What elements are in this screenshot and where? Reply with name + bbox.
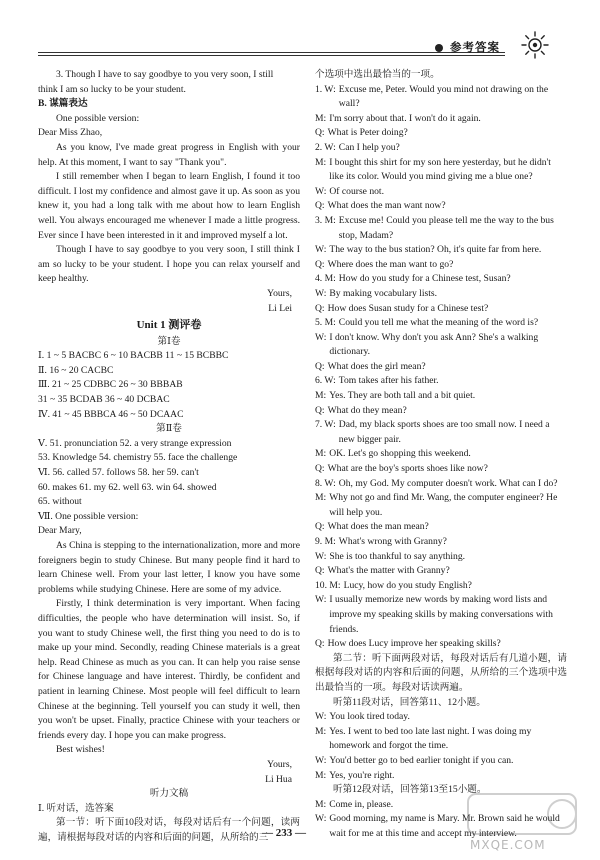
dialogue-line — [315, 404, 567, 419]
speaker-label: W: — [315, 550, 327, 562]
text-line: 3. Though I have to say goodbye to you very soon, I still — [56, 69, 274, 80]
dialogue-line — [315, 185, 567, 200]
speaker-label: 2. W: — [315, 141, 336, 153]
speaker-label: 8. W: — [315, 477, 336, 489]
speaker-label: M: — [315, 448, 327, 460]
dialogue-text: What does the girl mean? — [327, 360, 426, 372]
dialogue-line — [315, 564, 567, 579]
section-heading: B. 谋篇表达 — [38, 98, 88, 110]
answer-line: 31 ~ 35 BCDAB 36 ~ 40 DCBAC — [38, 394, 170, 406]
dialogue-line — [315, 418, 567, 447]
speaker-label: W: — [315, 813, 327, 825]
dialogue-text: Yes. They are both tall and a bit quiet. — [329, 390, 476, 402]
speaker-label: W: — [315, 594, 327, 606]
dialogue-line — [315, 520, 567, 535]
speaker-label: 10. M: — [315, 579, 341, 591]
dialogue-text: OK. Let's go shopping this weekend. — [329, 448, 471, 460]
speaker-label: Q: — [315, 565, 325, 577]
dialogue-text: What's wrong with Granny? — [338, 536, 447, 547]
paragraph: As you know, I've made great progress in English with your help. At this moment, I want to say "Thank you". — [38, 141, 300, 168]
dialogue-line — [315, 272, 567, 287]
unit-title: Unit 1 测评卷 — [136, 319, 202, 332]
dialogue-text: I'm sorry about that. I won't do it again. — [329, 112, 481, 124]
dialogue-text: I don't know. Why don't you ask Ann? She's a walking dictionary. — [329, 331, 539, 358]
answer-line: Ⅵ. 56. called 57. follows 58. her 59. can't — [38, 467, 199, 479]
speaker-label: W: — [315, 244, 327, 256]
dialogue-text: Of course not. — [329, 185, 384, 197]
paragraph: 第二节：听下面两段对话，每段对话后有几道小题，请根据每段对话的内容和后面的问题，从所给的三个选项中选出最恰当的一项。每段对话读两遍。 — [315, 652, 567, 693]
page-header — [0, 0, 600, 60]
text-line: 听第11段对话，回答第11、12小题。 — [333, 696, 486, 708]
dialogue-line — [315, 462, 567, 477]
dialogue-text: Yes, you're right. — [329, 769, 395, 781]
speaker-label: W: — [315, 754, 327, 766]
closing: Best wishes! — [56, 744, 105, 756]
section-heading: Ⅰ. 听对话，选答案 — [38, 802, 114, 814]
signature: Li Lei — [268, 302, 292, 314]
salutation: Dear Mary, — [38, 525, 82, 537]
signature: Li Hua — [265, 773, 292, 785]
volume-heading: 第Ⅱ卷 — [156, 423, 182, 435]
speaker-label: M: — [315, 769, 327, 781]
dialogue-text: Where does the man want to go? — [327, 258, 454, 270]
right-column — [315, 68, 567, 841]
speaker-label: W: — [315, 287, 327, 299]
paragraph: As China is stepping to the internationalization, more and more foreigners begin to study Chinese. But many people find it hard to learn Chinese well. From your last letter, I know you have some problems while studying Chinese. Here are some of my advice. — [38, 540, 300, 595]
dialogue-text: Why not go and find Mr. Wang, the computer engineer? He will help you. — [329, 492, 558, 518]
text-line: 个选项中选出最恰当的一项。 — [315, 69, 440, 80]
speaker-label: Q: — [315, 302, 325, 314]
speaker-label: Q: — [315, 404, 325, 416]
dialogue-line — [315, 360, 567, 375]
speaker-label: 7. W: — [315, 419, 336, 431]
text-line: One possible version: — [56, 112, 140, 124]
answer-line: Ⅱ. 16 ~ 20 CACBC — [38, 364, 114, 376]
paragraph: Though I have to say goodbye to you very soon, I still think I am so lucky to be your student. I hope you can relax yourself and keep healthy. — [38, 244, 300, 285]
speaker-label: M: — [315, 156, 327, 168]
paragraph: I still remember when I began to learn English, I found it too difficult. I lost my confidence and almost gave it up. As soon as you knew it, you had a long talk with me about how to learn English well. You always encouraged me whenever I made a little progress. Ever since I have been interested in it and improved myself a lot. — [38, 171, 300, 241]
dialogue-text: What is Peter doing? — [327, 127, 408, 139]
dialogue-line — [315, 447, 567, 462]
speaker-label: W: — [315, 331, 327, 343]
paragraph: Firstly, I think determination is very important. When facing difficulties, the people who have determination will insist. So, if you want to study Chinese well, the first thing you need to do is to make up your mind. Secondly, reading Chinese materials is a great help. Read Chinese as much as you can. It can help you raise sense for Chinese language and have interest. Thirdly, be confident and patient in learning Chinese. Most people will feel difficult to learn Chinese at the beginning. Tell yourself you can study it well, then you won't be upset. Finally, practice Chinese with your teachers or friends every day. I hope you can make progress. — [38, 598, 300, 741]
answer-line: 65. without — [38, 496, 82, 508]
text-line: think I am so lucky to be your student. — [38, 83, 186, 95]
header-rule-thin — [38, 55, 505, 56]
closing: Yours, — [267, 287, 292, 299]
speaker-label: W: — [315, 185, 327, 197]
speaker-label: M: — [315, 798, 327, 810]
dialogue-text: You look tired today. — [329, 711, 410, 723]
dialogue-text: Tom takes after his father. — [338, 375, 439, 387]
dialogue-line — [315, 769, 567, 784]
dialogue-line — [315, 243, 567, 258]
dialogue-text: What does the man mean? — [327, 521, 429, 533]
answer-line: Ⅰ. 1 ~ 5 BACBC 6 ~ 10 BACBB 11 ~ 15 BCBBC — [38, 350, 229, 362]
dialogue-list — [315, 83, 567, 652]
dialogue-text: Could you tell me what the meaning of the word is? — [338, 317, 539, 329]
dialogue-line — [315, 579, 567, 594]
dialogue-list — [315, 710, 567, 783]
speaker-label: Q: — [315, 360, 325, 372]
dialogue-text: Excuse me! Could you please tell me the way to the bus stop, Madam? — [338, 214, 554, 241]
speaker-label: Q: — [315, 200, 325, 212]
dialogue-line — [315, 491, 567, 520]
dialogue-line — [315, 316, 567, 331]
dialogue-line — [315, 593, 567, 637]
salutation: Dear Miss Zhao, — [38, 127, 103, 139]
dialogue-line — [315, 83, 567, 112]
dialogue-text: She is too thankful to say anything. — [329, 550, 466, 562]
dialogue-text: What's the matter with Granny? — [327, 565, 450, 577]
dialogue-text: Come in, please. — [329, 798, 394, 810]
sun-logo-icon — [520, 30, 550, 60]
speaker-label: M: — [315, 725, 327, 737]
speaker-label: W: — [315, 711, 327, 723]
dialogue-text: Can I help you? — [338, 141, 400, 153]
dialogue-text: Oh, my God. My computer doesn't work. What can I do? — [338, 477, 558, 489]
dialogue-line — [315, 389, 567, 404]
dialogue-text: How does Susan study for a Chinese test? — [327, 302, 489, 314]
header-rule — [38, 52, 505, 53]
watermark-text: MXQE.COM — [470, 838, 546, 852]
dialogue-text: Dad, my black sports shoes are too small now. I need a new bigger pair. — [338, 419, 550, 445]
page-number: — 233 — — [262, 827, 306, 839]
dialogue-text: What does the man want now? — [327, 200, 446, 212]
dialogue-text: You'd better go to bed earlier tonight if you can. — [329, 754, 514, 766]
bullet-icon — [435, 44, 443, 52]
speaker-label: 9. M: — [315, 536, 336, 547]
speaker-label: Q: — [315, 258, 325, 270]
speaker-label: M: — [315, 492, 327, 504]
dialogue-text: How do you study for a Chinese test, Susan? — [338, 273, 511, 285]
speaker-label: Q: — [315, 127, 325, 139]
dialogue-text: Yes. I went to bed too late last night. I was doing my homework and forgot the time. — [329, 725, 532, 752]
dialogue-line — [315, 710, 567, 725]
dialogue-line — [315, 374, 567, 389]
answer-line: 53. Knowledge 54. chemistry 55. face the challenge — [38, 452, 238, 464]
dialogue-text: Excuse me, Peter. Would you mind not drawing on the wall? — [338, 83, 549, 110]
speaker-label: Q: — [315, 638, 325, 650]
speaker-label: 4. M: — [315, 273, 336, 285]
speaker-label: M: — [315, 390, 327, 402]
closing: Yours, — [267, 758, 292, 770]
answer-line: Ⅳ. 41 ~ 45 BBBCA 46 ~ 50 DCAAC — [38, 408, 184, 420]
dialogue-line — [315, 258, 567, 273]
dialogue-text: By making vocabulary lists. — [329, 287, 438, 299]
dialogue-line — [315, 287, 567, 302]
speaker-label: Q: — [315, 521, 325, 533]
speaker-label: 5. M: — [315, 317, 336, 329]
dialogue-text: How does Lucy improve her speaking skills? — [327, 638, 501, 650]
dialogue-line — [315, 550, 567, 565]
speaker-label: 1. W: — [315, 83, 336, 95]
dialogue-text: I bought this shirt for my son here yesterday, but he didn't like its color. Would you mind giving me a blue one? — [329, 156, 551, 183]
speaker-label: 3. M: — [315, 214, 336, 226]
dialogue-line — [315, 725, 567, 754]
dialogue-line — [315, 477, 567, 492]
paragraph: 第一节：听下面10段对话，每段对话后有一个问题，读两遍，请根据每段对话的内容和后面的问题，从所给的三 — [38, 817, 300, 843]
dialogue-text: What are the boy's sports shoes like now? — [327, 463, 488, 475]
answer-line: Ⅶ. One possible version: — [38, 510, 139, 522]
left-column — [38, 68, 300, 845]
dialogue-line — [315, 302, 567, 317]
dialogue-line — [315, 141, 567, 156]
dialogue-line — [315, 637, 567, 652]
answer-line: Ⅲ. 21 ~ 25 CDBBC 26 ~ 30 BBBAB — [38, 379, 183, 391]
dialogue-text: Lucy, how do you study English? — [343, 579, 472, 591]
section-heading: 听力文稿 — [149, 788, 189, 800]
dialogue-line — [315, 331, 567, 360]
dialogue-text: The way to the bus station? Oh, it's quite far from here. — [329, 244, 542, 256]
answer-line: Ⅴ. 51. pronunciation 52. a very strange expression — [38, 437, 232, 449]
dialogue-text: What do they mean? — [327, 404, 407, 416]
speaker-label: Q: — [315, 463, 325, 475]
header-title: 参考答案 — [450, 40, 500, 54]
dialogue-line — [315, 156, 567, 185]
dialogue-line — [315, 214, 567, 243]
text-line: 听第12段对话，回答第13至15小题。 — [333, 784, 487, 796]
dialogue-line — [315, 112, 567, 127]
speaker-label: 6. W: — [315, 375, 336, 387]
speaker-label: M: — [315, 112, 327, 124]
dialogue-text: Good morning, my name is Mary. Mr. Brown said he would wait for me at this time and accept my interview. — [329, 813, 560, 839]
volume-heading: 第Ⅰ卷 — [157, 335, 181, 347]
dialogue-line — [315, 535, 567, 550]
dialogue-line — [315, 126, 567, 141]
answer-line: 60. makes 61. my 62. well 63. win 64. showed — [38, 481, 217, 493]
dialogue-line — [315, 754, 567, 769]
dialogue-line — [315, 199, 567, 214]
dialogue-text: I usually memorize new words by making word lists and improve my speaking skills by making conversations with friends. — [329, 594, 553, 635]
